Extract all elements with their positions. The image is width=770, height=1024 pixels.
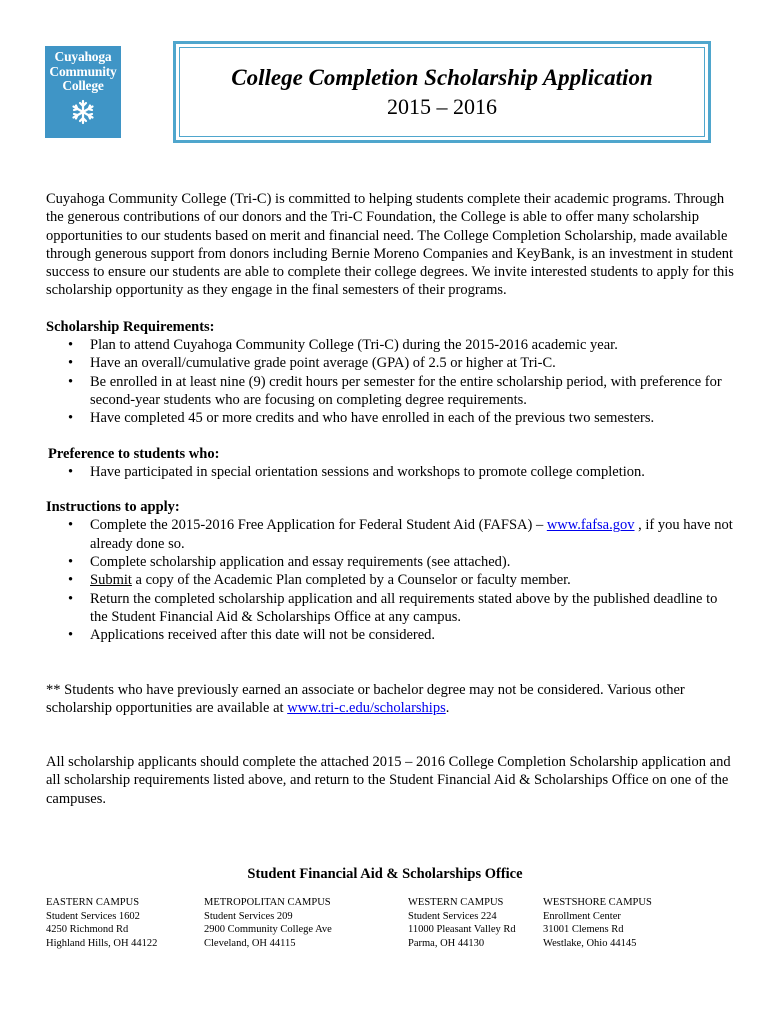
snowflake-icon	[70, 99, 96, 125]
instructions-heading: Instructions to apply:	[46, 499, 180, 516]
campus-building: Student Services 209	[204, 910, 293, 922]
campus-city: Parma, OH 44130	[408, 937, 485, 949]
logo-line: Community	[49, 63, 117, 79]
list-item: • Complete scholarship application and essay requirements (see attached).	[90, 553, 736, 571]
campus-name: WESTSHORE CAMPUS	[543, 897, 652, 908]
preference-list	[46, 463, 736, 481]
instructions-list	[46, 516, 736, 644]
requirements-list	[46, 336, 736, 427]
note-text-end: .	[445, 699, 450, 716]
fafsa-text: Complete the 2015-2016 Free Application for Federal Student Aid (FAFSA) –	[90, 517, 547, 534]
fafsa-link[interactable]: www.fafsa.gov	[546, 517, 635, 534]
intro-paragraph: Cuyahoga Community College (Tri-C) is committed to helping students complete their academic programs. Through the generous contributions of our donors and the Tri-C Foundation, the College is able to offer many scholarship opportunities to our students based on merit and financial need. The College Completion Scholarship, made available through generous support from donors including Bernie Moreno Companies and KeyBank, is an investment in student success to ensure our students are able to complete their college degrees. We invite interested students to apply for this scholarship opportunity as they engage in the final semesters of their programs.	[46, 191, 734, 299]
submit-text: a copy of the Academic Plan completed by a Counselor or faculty member.	[131, 572, 571, 589]
list-item: • Applications received after this date will not be considered.	[90, 626, 736, 644]
list-item	[90, 516, 736, 553]
academic-years: 2015 – 2016	[387, 94, 497, 119]
list-item: • Have participated in special orientation sessions and workshops to promote college completion.	[90, 463, 736, 481]
title-box	[173, 41, 711, 143]
degree-note	[46, 681, 736, 718]
campus-city: Highland Hills, OH 44122	[46, 937, 158, 949]
campus-name: WESTERN CAMPUS	[408, 897, 504, 908]
submit-word: Submit	[90, 572, 132, 589]
list-item: • Plan to attend Cuyahoga Community College (Tri-C) during the 2015-2016 academic year.	[90, 336, 736, 354]
scholarships-link[interactable]: www.tri-c.edu/scholarships	[287, 699, 446, 716]
closing-paragraph: All scholarship applicants should complete the attached 2015 – 2016 College Completion Scholarship application and all scholarship requirements listed above, and return to the Student Financial Aid & Scholarships Office on one of the campuses.	[46, 754, 731, 807]
campus-westshore	[543, 896, 652, 950]
office-title: Student Financial Aid & Scholarships Office	[247, 866, 523, 882]
requirements-heading: Scholarship Requirements:	[46, 318, 215, 335]
campus-name: EASTERN CAMPUS	[46, 897, 140, 908]
campus-street: 4250 Richmond Rd	[46, 924, 129, 936]
document-body	[46, 190, 736, 808]
fafsa-text-end: , if you have not already done so.	[90, 517, 733, 552]
campus-city: Westlake, Ohio 44145	[543, 937, 637, 949]
list-item: • Return the completed scholarship application and all requirements stated above by the published deadline to the Student Financial Aid & Scholarships Office at any campus.	[90, 590, 736, 627]
campus-building: Student Services 1602	[46, 910, 140, 922]
campus-street: 31001 Clemens Rd	[543, 924, 624, 936]
campus-name: METROPOLITAN CAMPUS	[204, 897, 331, 908]
campus-building: Student Services 224	[408, 910, 497, 922]
campus-street: 11000 Pleasant Valley Rd	[408, 924, 516, 936]
list-item: • Have an overall/cumulative grade point average (GPA) of 2.5 or higher at Tri-C.	[90, 354, 736, 372]
campus-western	[408, 896, 516, 950]
campus-building: Enrollment Center	[543, 910, 621, 922]
logo-line: Cuyahoga	[54, 49, 112, 64]
campus-eastern	[46, 896, 157, 950]
document-title: College Completion Scholarship Application	[231, 65, 653, 90]
college-logo	[45, 46, 121, 138]
campus-metropolitan	[204, 896, 332, 950]
campus-city: Cleveland, OH 44115	[204, 937, 296, 949]
list-item	[90, 571, 736, 589]
note-text: ** Students who have previously earned an associate or bachelor degree may not be considered. Various other scholarship opportunities are available at	[46, 681, 685, 716]
preference-heading: Preference to students who:	[48, 445, 220, 462]
list-item: • Have completed 45 or more credits and who have enrolled in each of the previous two semesters.	[90, 409, 736, 427]
campus-street: 2900 Community College Ave	[204, 924, 332, 936]
logo-line: College	[62, 78, 104, 93]
list-item: • Be enrolled in at least nine (9) credit hours per semester for the entire scholarship period, with preference for second-year students who are focusing on completing degree requirements.	[90, 373, 736, 410]
